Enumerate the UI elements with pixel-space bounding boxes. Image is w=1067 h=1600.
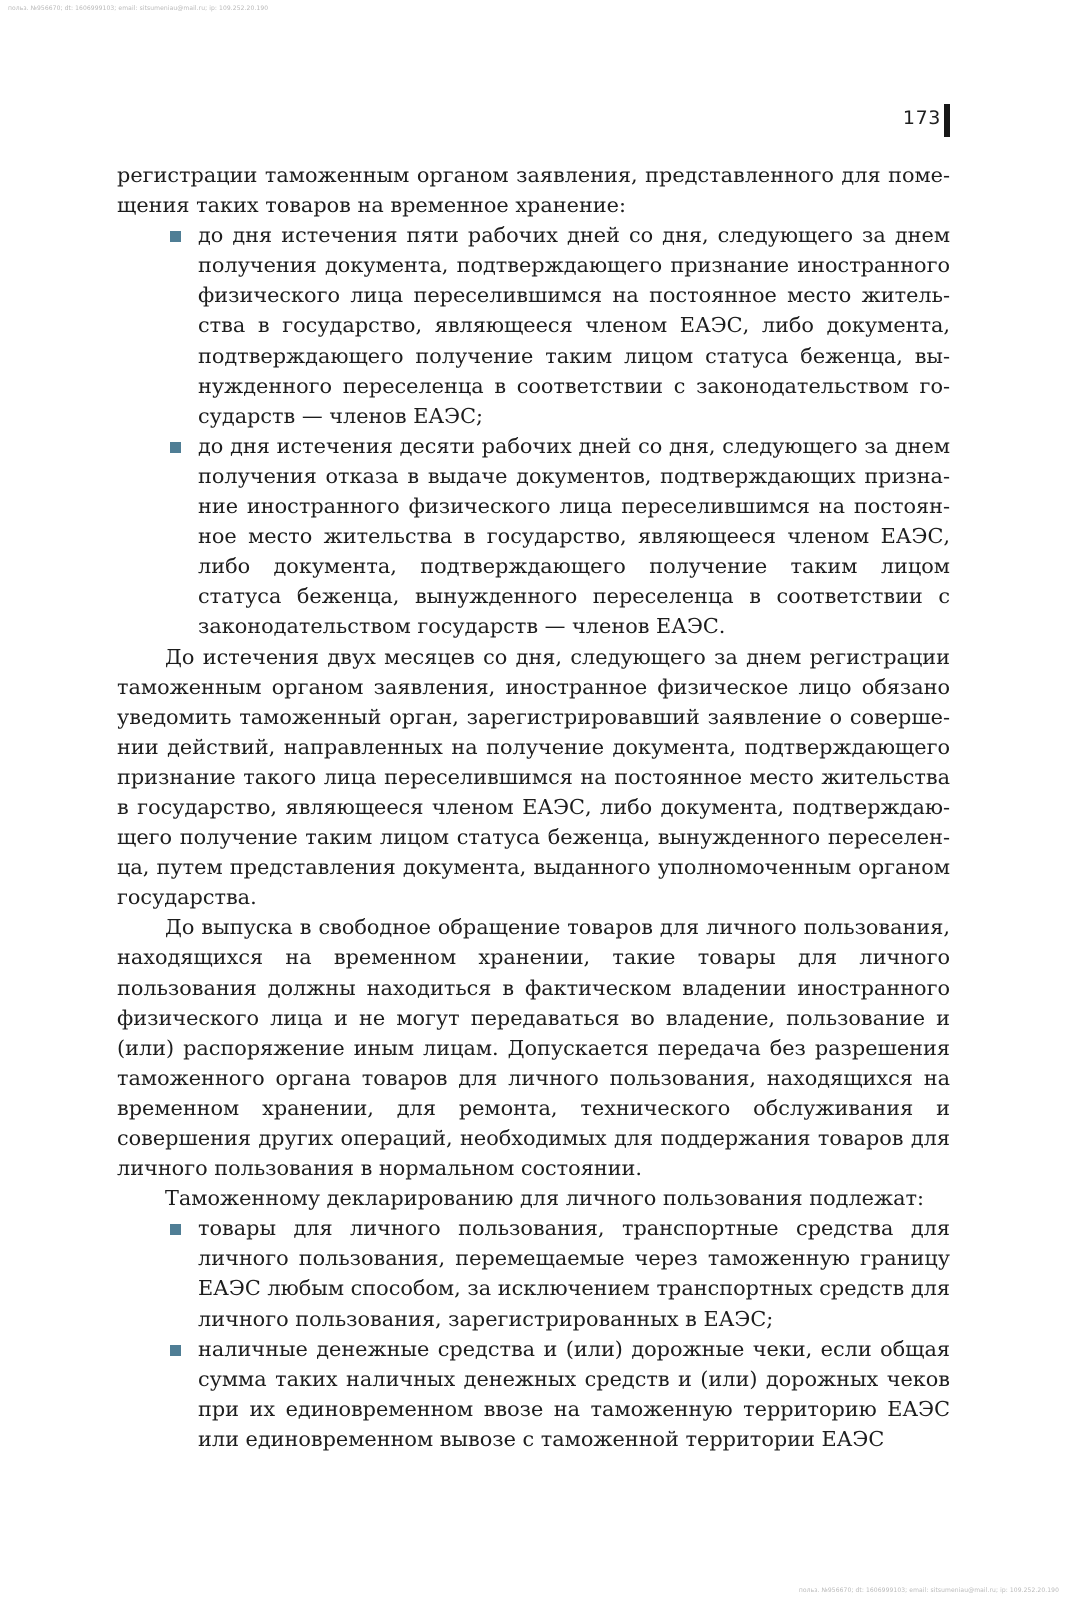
list-item-text: до дня истечения десяти рабочих дней со дня, следующего за днем получения отказа в выдаче документов, подтверждающих признание иностранного физического лица переселившимся на постоянное место жительства в государство, являющееся членом ЕАЭС, либо документа, подтверждающего получение таким лицом статуса беженца, вынужденного переселенца в соответствии с законодательством государств — членов ЕАЭС. bbox=[198, 433, 950, 639]
page-number: 173 bbox=[902, 107, 941, 129]
list-item-text: наличные денежные средства и (или) дорожные чеки, если общая сумма таких наличных денежных средств и (или) дорожных чеков при их единовременном ввозе на таможенную территорию ЕАЭС или единовременном вывозе с таможенной территории ЕАЭС bbox=[198, 1336, 950, 1451]
page-number-bar bbox=[944, 104, 950, 137]
watermark-top: польз. №956670; dt: 1606999103; email: sitsumeniau@mail.ru; ip: 109.252.20.190 bbox=[8, 5, 269, 12]
watermark-bottom: польз. №956670; dt: 1606999103; email: sitsumeniau@mail.ru; ip: 109.252.20.190 bbox=[798, 1587, 1059, 1594]
page-header bbox=[870, 104, 956, 138]
list-item-text: товары для личного пользования, транспортные средства для личного пользования, перемещаемые через таможенную границу ЕАЭС любым способом, за исключением транспортных средств для личного пользования, зарегистрированных в ЕАЭС; bbox=[198, 1216, 950, 1331]
list-item-text: до дня истечения пяти рабочих дней со дня, следующего за днем получения документа, подтверждающего признание иностранного физического лица переселившимся на постоянное место жительства в государство, являющееся членом ЕАЭС, либо документа, подтверждающего получение таким лицом статуса беженца, вынужденного переселенца в соответствии с законодательством государств — членов ЕАЭС; bbox=[198, 223, 950, 428]
bullet-square-icon bbox=[170, 442, 181, 453]
paragraph-release: До выпуска в свободное обращение товаров для личного пользования, находящихся на временном хранении, такие товары для личного пользования должны находиться в фактическом владении иностранного физического лица и не могут передаваться во владение, пользование и (или) распоряжение иным лицам. Допускается передача без разрешения таможенного органа товаров для личного пользования, находящихся на временном хранении, для ремонта, технического обслуживания и совершения других операций, необходимых для поддержания товаров для личного пользования в нормальном состоянии. bbox=[117, 915, 950, 1181]
bullet-list-declaration bbox=[117, 1213, 950, 1454]
paragraph-continuation: регистрации таможенным органом заявления, представленного для помещения таких товаров на временное хранение: bbox=[117, 163, 950, 218]
paragraph-notification: До истечения двух месяцев со дня, следующего за днем регистрации таможенным органом заявления, иностранное физическое лицо обязано уведомить таможенный орган, зарегистрировавший заявление о совершении действий, направленных на получение документа, подтверждающего признание такого лица переселившимся на постоянное место жительства в государство, являющееся членом ЕАЭС, либо документа, подтверждающего получение таким лицом статуса беженца, вынужденного переселенца, путем представления документа, выданного уполномоченным органом государства. bbox=[117, 644, 950, 910]
page-body bbox=[117, 160, 950, 1454]
bullet-square-icon bbox=[170, 1224, 181, 1235]
bullet-list-deadlines bbox=[117, 220, 950, 641]
bullet-square-icon bbox=[170, 1345, 181, 1356]
list-item bbox=[198, 220, 950, 431]
list-item bbox=[198, 431, 950, 642]
list-item bbox=[198, 1334, 950, 1454]
bullet-square-icon bbox=[170, 231, 181, 242]
list-item bbox=[198, 1213, 950, 1333]
paragraph-declaration-intro: Таможенному декларированию для личного пользования подлежат: bbox=[165, 1186, 925, 1211]
